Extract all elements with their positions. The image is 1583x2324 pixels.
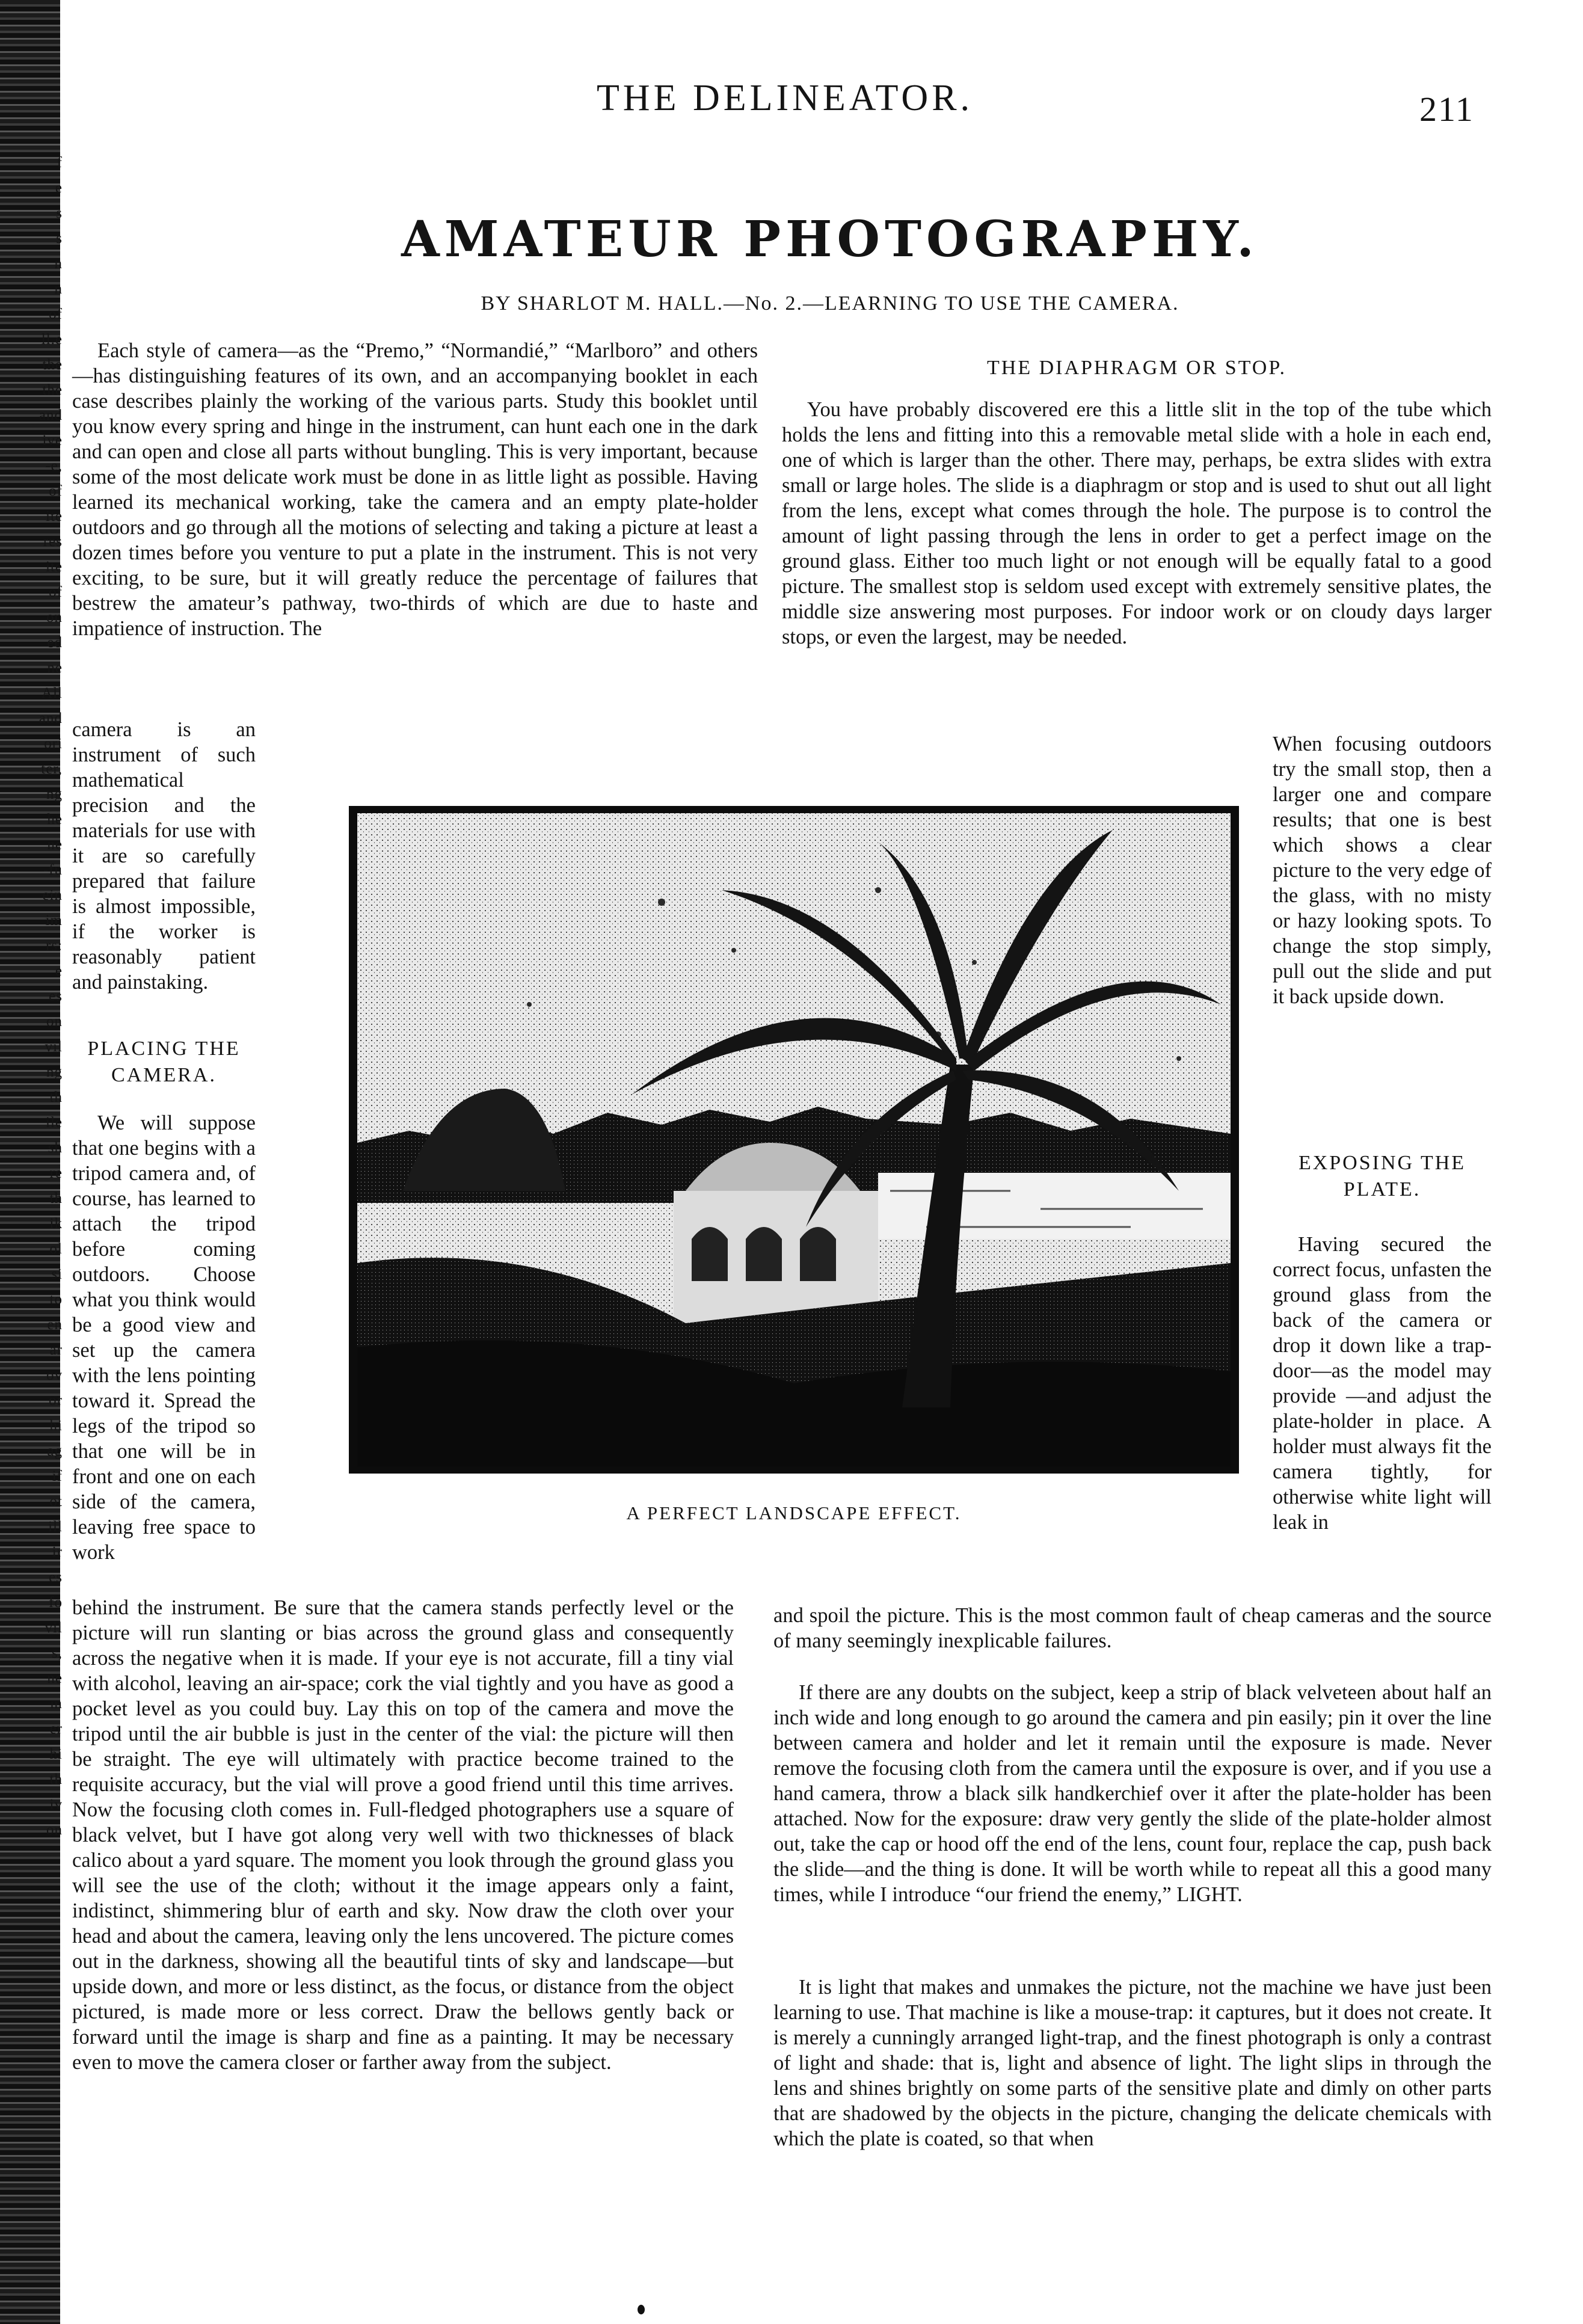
margin-fragment: th xyxy=(49,1089,63,1105)
margin-fragment: rs: xyxy=(46,938,63,954)
margin-fragment: ol xyxy=(49,1241,63,1257)
margin-fragment: s, xyxy=(52,1645,63,1661)
margin-fragment: n xyxy=(54,256,63,272)
margin-fragment: n xyxy=(54,281,63,297)
margin-fragment: ive xyxy=(42,432,63,449)
margin-fragment: ne xyxy=(47,1670,63,1686)
margin-fragment: es xyxy=(49,988,63,1004)
margin-fragment: All xyxy=(41,685,63,701)
margin-fragment: th xyxy=(49,1190,63,1207)
margin-fragment: res xyxy=(43,533,63,550)
margin-fragment: im xyxy=(45,912,63,929)
section-heading-placing: PLACING THE CAMERA. xyxy=(87,1038,241,1086)
margin-fragment: s xyxy=(56,230,63,247)
margin-fragment: ik xyxy=(49,1216,63,1232)
page-number: 211 xyxy=(1419,90,1474,129)
margin-fragment: ill xyxy=(48,1519,63,1535)
margin-fragment: ll.e xyxy=(41,331,63,348)
margin-fragment: the xyxy=(42,382,63,398)
margin-fragment: or xyxy=(49,1392,63,1409)
margin-fragment: s xyxy=(56,205,63,221)
margin-fragment: vil xyxy=(45,1039,63,1055)
intro-paragraph: Each style of camera—as the “Premo,” “Normandié,” “Marlboro” and others—has distinguishing features of its own, and an accompanying booklet in each case describes plainly the working of the various parts. Study this booklet until you know every spring and hinge in the instrument, can hunt each one in the dark and can open and close all parts without bungling. This is very important, because some of the most delicate work must be done in as little light as possible. Having learned its mechanical working, take the camera and an empty plate-holder outdoors and go through all the motions of selecting and taking a picture at least a dozen times before you venture to put a plate in the instrument. This is not very exciting, to be sure, but it will greatly reduce the percentage of failures that bestrew the amateur’s pathway, two-thirds of which are due to haste and impatience of instruction. The xyxy=(72,339,758,640)
diaphragm-continuation: When focusing outdoors try the small stop, then a larger one and compare results; that one is best which shows a clear picture to the very edge of the glass, with no misty or hazy looking spots. To change the stop simply, pull out the slide and put it back upside down. xyxy=(1273,733,1492,1008)
margin-fragment: -fu xyxy=(43,862,63,878)
margin-fragment: -e, xyxy=(45,458,63,474)
margin-fragment: on xyxy=(46,1822,63,1838)
margin-fragments xyxy=(0,150,63,1843)
margin-fragment: fo xyxy=(49,1594,63,1611)
margin-fragment: of xyxy=(49,483,63,499)
margin-fragment: ite xyxy=(46,559,63,575)
margin-fragment: ile xyxy=(46,1114,63,1131)
margin-fragment: ot xyxy=(49,1493,63,1510)
placing-paragraph: We will suppose that one begins with a tripod camera and, of course, has learned to attach the tripod before coming outdoors. Choose what you think would be a good view and set up the camera with the lens pointing toward it. Spread the legs of the tripod so that one will be in front and one on each side of the camera, leaving free space to work xyxy=(72,1111,256,1564)
margin-fragment: if xyxy=(52,1468,63,1484)
byline: BY SHARLOT M. HALL.—No. 2.—LEARNING TO USE THE CAMERA. xyxy=(481,292,1179,315)
margin-fragment: ov xyxy=(46,1367,63,1383)
running-head: THE DELINEATOR. xyxy=(596,78,974,118)
exposing-continuation: and spoil the picture. This is the most common fault of cheap cameras and the source of many seemingly inexplicable failures. xyxy=(773,1604,1492,1652)
margin-fragment: f xyxy=(57,155,63,171)
margin-fragment: ite xyxy=(46,508,63,524)
margin-fragment: ter, xyxy=(41,761,63,777)
margin-fragment: ed xyxy=(47,635,63,651)
placing-continuation: behind the instrument. Be sure that the camera stands perfectly level or the picture will run slanting or bias across the ground glass and consequently across the negative when it is made. If your eye is not accurate, fill a tiny vial with alcohol, leaving an air-space; cork the vial tightly and you have as good a pocket level as you could buy. Lay this on top of the camera and move the tripod until the air bubble is just in the center of the vial: the picture will then be straight. The eye will ultimately with practice become trained to the requisite accuracy, but the vial will prove a good friend until this time arrives. Now the focusing cloth comes in. Full-fledged photographers use a square of black velvet, but I have got along very well with two thicknesses of black calico about a yard square. The moment you look through the ground glass you will see the use of the cloth; without it the image appears only a faint, indistinct, shimmering blur of earth and sky. Now draw the cloth over your head and about the camera, leaving only the lens uncovered. The picture comes out in the darkness, showing all the beautiful tints of sky and landscape—but upside down, and more or less distinct, as the focus, or distance from the object pictured, is made more or less correct. Draw the bellows gently back or forward until the image is sharp and fine as a painting. It may be necessary even to move the camera closer or farther away from the subject. xyxy=(72,1596,734,2074)
margin-fragment: and xyxy=(38,710,63,727)
margin-fragment: es xyxy=(49,1569,63,1585)
margin-fragment: si xyxy=(51,1266,63,1282)
section-heading-diaphragm: THE DIAPHRAGM OR STOP. xyxy=(987,357,1286,379)
margin-fragment: m xyxy=(50,1695,63,1712)
margin-fragment: ng xyxy=(46,786,63,802)
margin-fragment: en xyxy=(47,1317,63,1333)
margin-fragment: hi xyxy=(49,1746,63,1762)
margin-fragment: ir xyxy=(52,1544,63,1560)
article-title: AMATEUR PHOTOGRAPHY. xyxy=(401,211,1259,268)
margin-fragment: ne xyxy=(47,660,63,676)
margin-fragment: to xyxy=(49,1291,63,1308)
margin-fragment: iv xyxy=(49,1797,63,1813)
margin-fragment: on xyxy=(46,1013,63,1030)
margin-fragment: ori xyxy=(44,736,63,752)
margin-fragment: he xyxy=(47,811,63,828)
velvet-paragraph: If there are any doubts on the subject, keep a strip of black velveteen about half an inch wide and long enough to go around the camera and pin easily; pin it over the line between camera and holder and let it remain until the exposure is made. Never remove the focusing cloth from the camera until the exposure is over, and if you use a hand camera, throw a black silk handkerchief over it after the plate-holder has been attached. Now for the exposure: draw very gently the slide of the plate-holder almost out, take the cap or hood off the end of the lens, count four, replace the cap, push back the slide—and the thing is done. It will be worth while to repeat all this a good many times, while I introduce “our friend the enemy,” LIGHT. xyxy=(773,1681,1492,1906)
margin-fragment: ne xyxy=(47,837,63,853)
margin-fragment: sh xyxy=(48,1140,63,1156)
margin-fragment: ein xyxy=(42,887,63,903)
diaphragm-paragraph: You have probably discovered ere this a little slit in the top of the tube which holds the lens and fitting into this a removable metal slide with a hole in each end, one of which is larger than the other. There may, perhaps, be extra slides with extra small or large holes. The slide is a diaphragm or stop and is used to shut out all light from the lens, except what comes through the hole. The purpose is to control the amount of light passing through the lens in order to get a perfect image on the ground glass. Either too much light or not enough will be equally fatal to a good picture. The smallest stop is seldom used except with extremely sensitive plates, the middle size answering most purposes. For indoor work or on cloudy days larger stops, or even the largest, may be needed. xyxy=(782,398,1492,648)
margin-fragment: hi xyxy=(49,1418,63,1434)
intro-continuation: camera is an instrument of such mathematical precision and the materials for use with it are so carefully prepared that failure is almost impossible, if the worker is reasonably patient and painstaking. xyxy=(72,718,256,994)
ink-speck xyxy=(638,2305,645,2314)
section-heading-exposing: EXPOSING THE PLATE. xyxy=(1298,1152,1466,1200)
margin-fragment: the xyxy=(42,357,63,373)
margin-fragment: e xyxy=(55,963,63,979)
margin-fragment: ag xyxy=(47,1443,63,1459)
margin-fragment: ar xyxy=(49,1342,63,1358)
exposing-paragraph: Having secured the correct focus, unfasten the ground glass from the back of the camera or drop it down like a trap-door—as the model may provide —and adjust the plate-holder in place. A holder must always fit the camera tightly, for otherwise white light will leak in xyxy=(1273,1233,1492,1534)
margin-fragment: vil xyxy=(45,1620,63,1636)
margin-fragment: er xyxy=(49,1721,63,1737)
margin-fragment: of xyxy=(49,306,63,322)
figure-caption: A PERFECT LANDSCAPE EFFECT. xyxy=(626,1502,962,1523)
margin-fragment: of xyxy=(49,584,63,600)
margin-fragment: on xyxy=(46,609,63,626)
margin-fragment: ng xyxy=(46,1064,63,1080)
margin-fragment: and xyxy=(38,407,63,423)
margin-fragment: th xyxy=(49,1771,63,1788)
landscape-photograph xyxy=(349,806,1239,1474)
light-paragraph: It is light that makes and unmakes the picture, not the machine we have just been learning to use. That machine is like a mouse-trap: it captures, but it does not create. It is merely a cunningly arranged light-trap, and the finest photograph is only a contrast of light and shade: that is, light and absence of light. The light slips in through the lens and shines brightly on some parts of the sensitive plate and dimly on other parts that are shadowed by the objects in the picture, changing the delicate chemicals with which the plate is coated, so that when xyxy=(773,1976,1492,2150)
margin-fragment: re xyxy=(49,1165,63,1181)
margin-fragment: e xyxy=(55,180,63,196)
